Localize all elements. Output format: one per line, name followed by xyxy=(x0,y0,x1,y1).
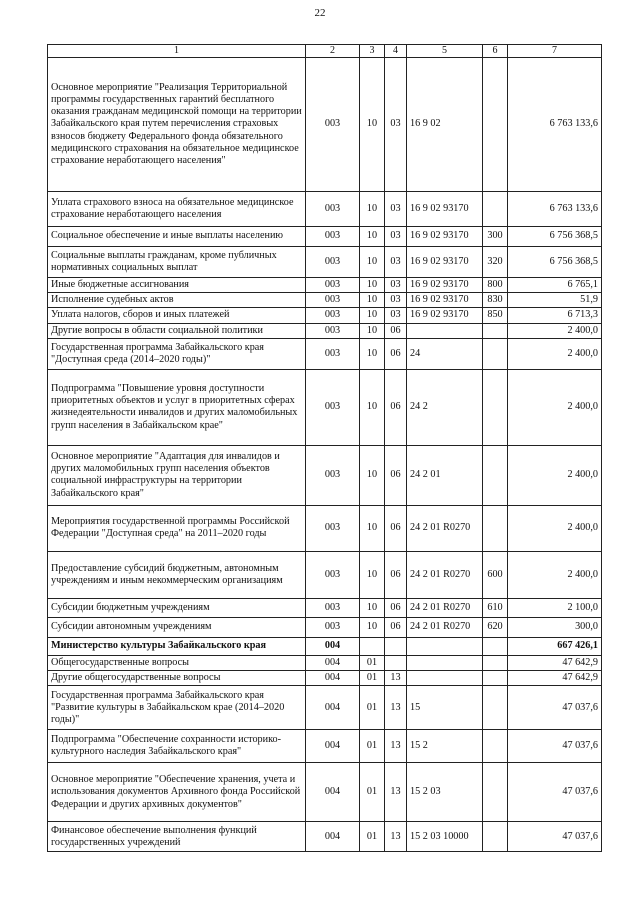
item-name: Субсидии автономным учреждениям xyxy=(48,617,306,637)
expense-type xyxy=(483,655,508,670)
ministry-code: 004 xyxy=(306,763,360,822)
target-code: 24 2 01 R0270 xyxy=(407,505,483,551)
target-code: 16 9 02 93170 xyxy=(407,247,483,278)
expense-type: 320 xyxy=(483,247,508,278)
section-code xyxy=(360,637,385,655)
table-row xyxy=(48,637,602,655)
target-code: 15 2 xyxy=(407,730,483,763)
amount: 6 763 133,6 xyxy=(508,192,602,227)
ministry-code: 003 xyxy=(306,551,360,598)
ministry-code: 003 xyxy=(306,617,360,637)
expense-type: 850 xyxy=(483,308,508,323)
target-code: 16 9 02 93170 xyxy=(407,293,483,308)
section-code: 01 xyxy=(360,655,385,670)
ministry-code: 003 xyxy=(306,598,360,617)
item-name: Социальные выплаты гражданам, кроме публичных нормативных социальных выплат xyxy=(48,247,306,278)
table-row xyxy=(48,278,602,293)
ministry-code: 003 xyxy=(306,308,360,323)
expense-type: 610 xyxy=(483,598,508,617)
subsection-code: 03 xyxy=(385,293,407,308)
table-row xyxy=(48,686,602,730)
table-header-row xyxy=(48,45,602,58)
table-row xyxy=(48,338,602,369)
ministry-code: 004 xyxy=(306,671,360,686)
table-row xyxy=(48,505,602,551)
section-code: 01 xyxy=(360,730,385,763)
subsection-code: 06 xyxy=(385,617,407,637)
amount: 47 037,6 xyxy=(508,730,602,763)
item-name: Основное мероприятие "Обеспечение хранения, учета и использования документов Архивного фонда Российской Федерации и других архивных документов" xyxy=(48,763,306,822)
item-name: Иные бюджетные ассигнования xyxy=(48,278,306,293)
ministry-code: 003 xyxy=(306,247,360,278)
table-row xyxy=(48,617,602,637)
subsection-code xyxy=(385,655,407,670)
header-cell: 3 xyxy=(360,45,385,58)
item-name: Общегосударственные вопросы xyxy=(48,655,306,670)
item-name: Государственная программа Забайкальского края "Развитие культуры в Забайкальском крае (2014–2020 годы)" xyxy=(48,686,306,730)
ministry-code: 004 xyxy=(306,637,360,655)
section-code: 10 xyxy=(360,247,385,278)
section-code: 10 xyxy=(360,192,385,227)
expense-type xyxy=(483,445,508,505)
header-cell: 2 xyxy=(306,45,360,58)
header-cell: 7 xyxy=(508,45,602,58)
item-name: Подпрограмма "Обеспечение сохранности историко-культурного наследия Забайкальского края" xyxy=(48,730,306,763)
amount: 2 400,0 xyxy=(508,323,602,338)
table-row xyxy=(48,323,602,338)
amount: 47 037,6 xyxy=(508,686,602,730)
amount: 47 037,6 xyxy=(508,822,602,852)
item-name: Государственная программа Забайкальского края "Доступная среда (2014–2020 годы)" xyxy=(48,338,306,369)
section-code: 10 xyxy=(360,598,385,617)
ministry-code: 004 xyxy=(306,686,360,730)
subsection-code: 06 xyxy=(385,551,407,598)
section-code: 01 xyxy=(360,822,385,852)
section-code: 10 xyxy=(360,338,385,369)
item-name: Подпрограмма "Повышение уровня доступности приоритетных объектов и услуг в приоритетных сферах жизнедеятельности инвалидов и других маломобильных групп населения в Забайкальском крае" xyxy=(48,369,306,445)
expense-type: 620 xyxy=(483,617,508,637)
target-code: 24 2 01 R0270 xyxy=(407,598,483,617)
budget-table xyxy=(47,44,602,852)
target-code: 24 2 01 R0270 xyxy=(407,617,483,637)
amount: 2 400,0 xyxy=(508,551,602,598)
item-name: Основное мероприятие "Адаптация для инвалидов и других маломобильных групп населения объектов социальной инфраструктуры на территории Забайкальского края" xyxy=(48,445,306,505)
item-name: Другие общегосударственные вопросы xyxy=(48,671,306,686)
table-row xyxy=(48,822,602,852)
expense-type xyxy=(483,323,508,338)
subsection-code: 06 xyxy=(385,369,407,445)
target-code xyxy=(407,323,483,338)
ministry-code: 003 xyxy=(306,58,360,192)
subsection-code: 03 xyxy=(385,192,407,227)
subsection-code: 06 xyxy=(385,505,407,551)
table-row xyxy=(48,551,602,598)
amount: 6 756 368,5 xyxy=(508,227,602,247)
expense-type: 300 xyxy=(483,227,508,247)
subsection-code: 03 xyxy=(385,308,407,323)
subsection-code: 06 xyxy=(385,445,407,505)
item-name: Другие вопросы в области социальной политики xyxy=(48,323,306,338)
section-code: 10 xyxy=(360,551,385,598)
table-row xyxy=(48,227,602,247)
item-name: Исполнение судебных актов xyxy=(48,293,306,308)
subsection-code: 06 xyxy=(385,338,407,369)
expense-type xyxy=(483,686,508,730)
section-code: 10 xyxy=(360,323,385,338)
amount: 47 642,9 xyxy=(508,655,602,670)
target-code: 15 2 03 xyxy=(407,763,483,822)
ministry-code: 004 xyxy=(306,822,360,852)
amount: 6 713,3 xyxy=(508,308,602,323)
expense-type xyxy=(483,369,508,445)
table-row xyxy=(48,58,602,192)
amount: 2 400,0 xyxy=(508,369,602,445)
amount: 47 037,6 xyxy=(508,763,602,822)
expense-type: 600 xyxy=(483,551,508,598)
ministry-code: 003 xyxy=(306,369,360,445)
amount: 2 100,0 xyxy=(508,598,602,617)
expense-type: 800 xyxy=(483,278,508,293)
table-row xyxy=(48,369,602,445)
target-code xyxy=(407,637,483,655)
subsection-code: 13 xyxy=(385,671,407,686)
ministry-code: 003 xyxy=(306,293,360,308)
item-name: Уплата страхового взноса на обязательное медицинское страхование неработающего населения xyxy=(48,192,306,227)
item-name: Субсидии бюджетным учреждениям xyxy=(48,598,306,617)
section-code: 10 xyxy=(360,617,385,637)
amount: 2 400,0 xyxy=(508,338,602,369)
header-cell: 5 xyxy=(407,45,483,58)
subsection-code: 13 xyxy=(385,686,407,730)
expense-type xyxy=(483,637,508,655)
target-code xyxy=(407,655,483,670)
target-code: 16 9 02 93170 xyxy=(407,192,483,227)
item-name: Социальное обеспечение и иные выплаты населению xyxy=(48,227,306,247)
target-code xyxy=(407,671,483,686)
target-code: 16 9 02 93170 xyxy=(407,227,483,247)
amount: 6 765,1 xyxy=(508,278,602,293)
subsection-code: 03 xyxy=(385,227,407,247)
ministry-code: 003 xyxy=(306,227,360,247)
expense-type xyxy=(483,822,508,852)
section-code: 10 xyxy=(360,369,385,445)
expense-type xyxy=(483,58,508,192)
section-code: 10 xyxy=(360,445,385,505)
expense-type xyxy=(483,338,508,369)
header-cell: 4 xyxy=(385,45,407,58)
subsection-code: 06 xyxy=(385,323,407,338)
section-code: 10 xyxy=(360,58,385,192)
table-row xyxy=(48,192,602,227)
page-number: 22 xyxy=(314,7,326,19)
table-row xyxy=(48,445,602,505)
table-row xyxy=(48,247,602,278)
table-row xyxy=(48,763,602,822)
target-code: 16 9 02 93170 xyxy=(407,278,483,293)
target-code: 24 2 01 R0270 xyxy=(407,551,483,598)
amount: 2 400,0 xyxy=(508,505,602,551)
expense-type xyxy=(483,763,508,822)
section-code: 01 xyxy=(360,686,385,730)
expense-type xyxy=(483,730,508,763)
item-name: Основное мероприятие "Реализация Территориальной программы государственных гарантий бесплатного оказания гражданам медицинской помощи на территории Забайкальского края путем перечисления страховых взносов бюджету Федерального фонда обязательного медицинского страхования на обязательное медицинское страхование неработающего населения" xyxy=(48,58,306,192)
subsection-code: 03 xyxy=(385,58,407,192)
section-code: 10 xyxy=(360,505,385,551)
amount: 667 426,1 xyxy=(508,637,602,655)
expense-type xyxy=(483,671,508,686)
section-code: 10 xyxy=(360,308,385,323)
table-row xyxy=(48,655,602,670)
target-code: 24 xyxy=(407,338,483,369)
ministry-code: 003 xyxy=(306,278,360,293)
section-code: 01 xyxy=(360,763,385,822)
header-cell: 1 xyxy=(48,45,306,58)
ministry-code: 003 xyxy=(306,505,360,551)
section-code: 01 xyxy=(360,671,385,686)
subsection-code xyxy=(385,637,407,655)
target-code: 15 xyxy=(407,686,483,730)
amount: 47 642,9 xyxy=(508,671,602,686)
section-code: 10 xyxy=(360,227,385,247)
section-code: 10 xyxy=(360,278,385,293)
target-code: 16 9 02 93170 xyxy=(407,308,483,323)
ministry-code: 004 xyxy=(306,730,360,763)
subsection-code: 03 xyxy=(385,247,407,278)
target-code: 16 9 02 xyxy=(407,58,483,192)
table-row xyxy=(48,308,602,323)
expense-type xyxy=(483,192,508,227)
table-row xyxy=(48,598,602,617)
target-code: 24 2 xyxy=(407,369,483,445)
target-code: 24 2 01 xyxy=(407,445,483,505)
section-code: 10 xyxy=(360,293,385,308)
amount: 6 756 368,5 xyxy=(508,247,602,278)
amount: 51,9 xyxy=(508,293,602,308)
ministry-code: 003 xyxy=(306,323,360,338)
subsection-code: 03 xyxy=(385,278,407,293)
subsection-code: 13 xyxy=(385,730,407,763)
target-code: 15 2 03 10000 xyxy=(407,822,483,852)
subsection-code: 13 xyxy=(385,822,407,852)
amount: 6 763 133,6 xyxy=(508,58,602,192)
item-name: Мероприятия государственной программы Российской Федерации "Доступная среда" на 2011–2020 годы xyxy=(48,505,306,551)
expense-type: 830 xyxy=(483,293,508,308)
subsection-code: 06 xyxy=(385,598,407,617)
ministry-code: 003 xyxy=(306,338,360,369)
item-name: Предоставление субсидий бюджетным, автономным учреждениям и иным некоммерческим организациям xyxy=(48,551,306,598)
header-cell: 6 xyxy=(483,45,508,58)
table-row xyxy=(48,730,602,763)
amount: 2 400,0 xyxy=(508,445,602,505)
amount: 300,0 xyxy=(508,617,602,637)
table-row xyxy=(48,671,602,686)
item-name: Уплата налогов, сборов и иных платежей xyxy=(48,308,306,323)
item-name: Финансовое обеспечение выполнения функций государственных учреждений xyxy=(48,822,306,852)
ministry-code: 004 xyxy=(306,655,360,670)
item-name: Министерство культуры Забайкальского края xyxy=(48,637,306,655)
subsection-code: 13 xyxy=(385,763,407,822)
expense-type xyxy=(483,505,508,551)
ministry-code: 003 xyxy=(306,192,360,227)
table-row xyxy=(48,293,602,308)
ministry-code: 003 xyxy=(306,445,360,505)
